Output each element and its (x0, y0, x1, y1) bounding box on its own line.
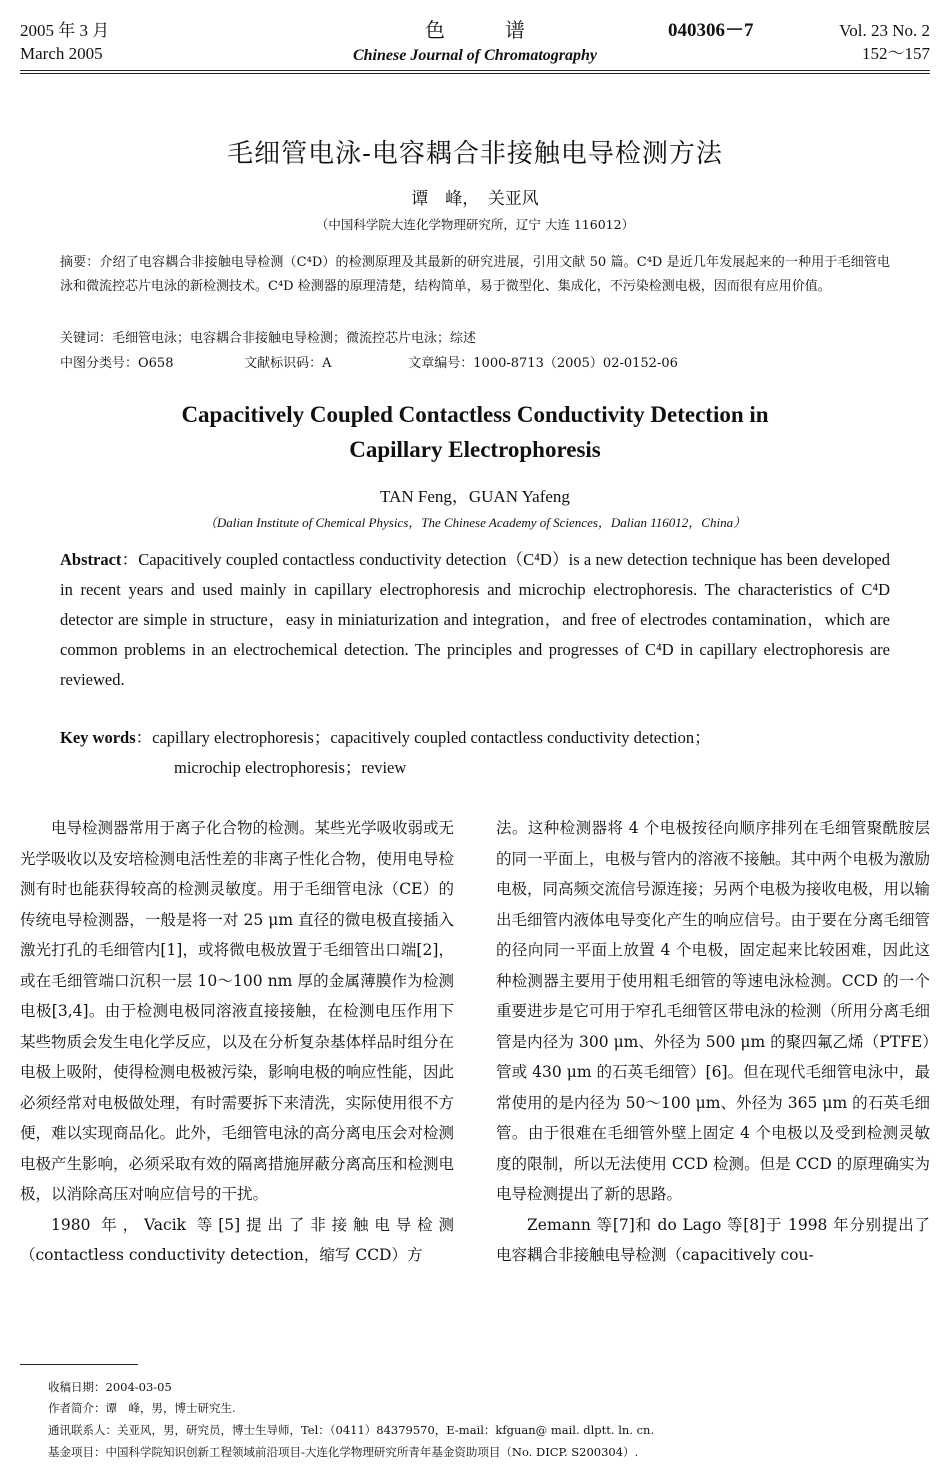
abstract-label: Abstract (60, 550, 122, 569)
authors-cn: 谭 峰， 关亚风 (411, 189, 539, 209)
issue-date-cn: 2005 年 3 月 (20, 21, 110, 40)
affiliation-cn: （中国科学院大连化学物理研究所，辽宁 大连 116012） (315, 217, 635, 232)
body-paragraph: Zemann 等[7]和 do Lago 等[8]于 1998 年分别提出了电容耦合非接触电导检测（capacitively cou- (496, 1215, 930, 1264)
authors-en: TAN Feng，GUAN Yafeng (380, 487, 570, 506)
issue-date-en: March 2005 (20, 44, 103, 63)
body-paragraph: 法。这种检测器将 4 个电极按径向顺序排列在毛细管聚酰胺层的同一平面上，电极与管内的溶液不接触。其中两个电极为激励电极，同高频交流信号源连接；另两个电极为接收电极，用以输出毛细管内液体电导变化产生的响应信号。由于要在分离毛细管的径向同一平面上放置 4 个电极，固定起来比较困难，因此这种检测器主要用于使用粗毛细管的等速电泳检测。CCD 的一个重要进步是它可用于窄孔毛细管区带电泳的检测（所用分离毛细管是内径为 300 μm、外径为 500 μm 的聚四氟乙烯（PTFE）管或 430 μm 的石英毛细管）[6]。但在现代毛细管电泳中，最常使用的是内径为 50～100 μm、外径为 365 μm 的石英毛细管。由于很难在毛细管外壁上固定 4 个电极以及受到检测灵敏度的限制，所以无法使用 CCD 检测。但是 CCD 的原理确实为电导检测提出了新的思路。 (496, 819, 931, 1203)
keywords-en (60, 723, 890, 753)
footnote-funding: 基金项目：中国科学院知识创新工程领域前沿项目-大连化学物理研究所青年基金资助项目（No. DICP. S200304）. (48, 1445, 639, 1459)
keywords-label: Key words (60, 728, 136, 747)
title-en-line1: Capacitively Coupled Contactless Conductivity Detection in (181, 402, 769, 427)
classification-row (60, 352, 890, 376)
keywords-line1: ：capillary electrophoresis；capacitively coupled contactless conductivity detection； (135, 728, 711, 747)
footnote-contact: 通讯联系人：关亚风，男，研究员，博士生导师，Tel：（0411）84379570，E-mail：kfguan@ mail. dlptt. ln. cn. (48, 1423, 655, 1437)
title-cn: 毛细管电泳-电容耦合非接触电导检测方法 (227, 139, 723, 169)
footnote-rule (20, 1364, 138, 1365)
body-paragraph: 1980 年，Vacik 等[5]提出了非接触电导检测（contactless conductivity detection，缩写 CCD）方 (20, 1215, 454, 1264)
body-left-column (20, 813, 454, 1271)
volume-issue: Vol. 23 No. 2 (839, 21, 930, 40)
article-code: 040306－7 (668, 20, 754, 41)
journal-name-cn: 色 谱 (425, 20, 525, 42)
body-right-column (496, 813, 930, 1271)
header-rule-2 (20, 73, 930, 74)
footnote-received: 收稿日期：2004-03-05 (48, 1380, 172, 1394)
article-number: 文章编号：1000-8713（2005）02-0152-06 (408, 356, 678, 371)
document-code: 文献标识码：A (244, 356, 332, 371)
affiliation-en: （Dalian Institute of Chemical Physics，The Chinese Academy of Sciences，Dalian 116012，China） (203, 515, 747, 530)
clc-number: 中图分类号：O658 (60, 356, 174, 371)
footnote-author-bio: 作者简介：谭 峰，男，博士研究生. (48, 1401, 236, 1415)
body-paragraph: 电导检测器常用于离子化合物的检测。某些光学吸收弱或无光学吸收以及安培检测电活性差的非离子性化合物，使用电导检测有时也能获得较高的检测灵敏度。用于毛细管电泳（CE）的传统电导检测器，一般是将一对 25 μm 直径的微电极直接插入激光打孔的毛细管内[1]，或将微电极放置于毛细管出口端[2]，或在毛细管端口沉积一层 10～100 nm 厚的金属薄膜作为检测电极[3,4]。由于检测电极同溶液直接接触，在检测电压作用下某些物质会发生电化学反应，以及在分析复杂基体样品时组分在电极上吸附，使得检测电极被污染，影响电极的响应性能，因此必须经常对电极做处理，有时需要拆下来清洗，实际使用很不方便，难以实现商品化。此外，毛细管电泳的高分离电压会对检测电极产生影响，必须采取有效的隔离措施屏蔽分离高压和检测电极，以消除高压对响应信号的干扰。 (20, 819, 455, 1203)
header-rule (20, 70, 930, 71)
keywords-en-line2: microchip electrophoresis；review (174, 758, 407, 777)
abstract-cn: 摘要：介绍了电容耦合非接触电导检测（C⁴D）的检测原理及其最新的研究进展，引用文献 50 篇。C⁴D 是近几年发展起来的一种用于毛细管电泳和微流控芯片电泳的新检测技术。C⁴D 检测器的原理清楚，结构简单，易于微型化、集成化，不污染检测电极，因而很有应用价值。 (60, 255, 890, 294)
page-range: 152～157 (862, 44, 930, 63)
abstract-en (60, 545, 890, 695)
title-en-line2: Capillary Electrophoresis (349, 437, 601, 462)
abstract-text: ：Capacitively coupled contactless conductivity detection（C⁴D）is a new detection technique has been developed in recent years and used mainly in capillary electrophoresis and microchip electrophoresis. The characteristics of C⁴D detector are simple in structure，easy in miniaturization and integration，and free of electrodes contamination，which are common problems in an electrochemical detection. The principles and progresses of C⁴D in capillary electrophoresis are reviewed. (60, 550, 890, 689)
journal-name-en: Chinese Journal of Chromatography (352, 47, 598, 64)
keywords-cn: 关键词：毛细管电泳；电容耦合非接触电导检测；微流控芯片电泳；综述 (60, 331, 477, 346)
